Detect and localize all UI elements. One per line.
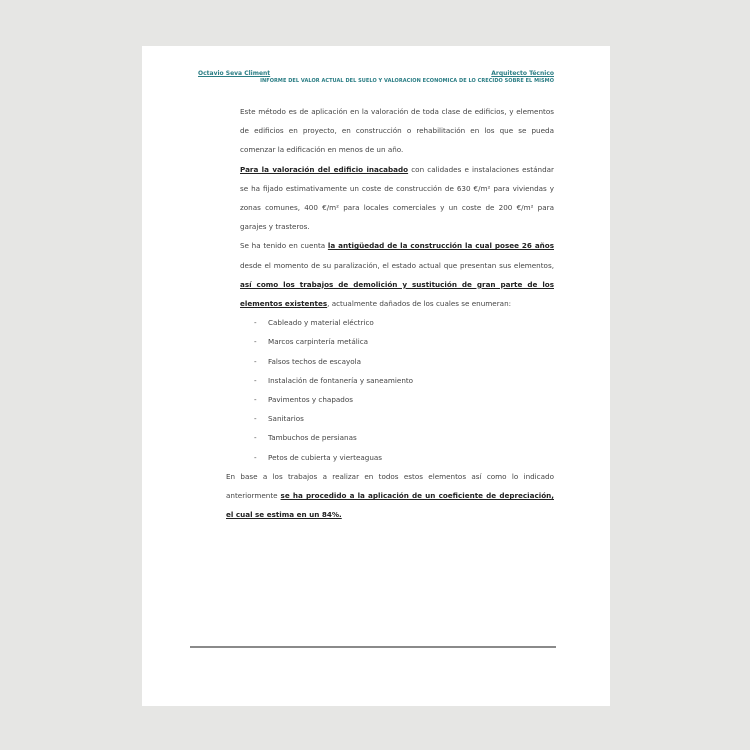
paragraph-age-c: desde el momento de su paralización, el estado actual que presentan sus elementos, — [240, 260, 554, 270]
emphasis-demolition: así como los trabajos de demolición y sustitución de gran parte de los elementos existentes — [240, 279, 554, 309]
emphasis-depreciation: se ha procedido a la aplicación de un coeficiente de depreciación, el cual se estima en un 84%. — [226, 491, 554, 520]
footer-divider — [190, 646, 556, 648]
paragraph-depreciation — [226, 467, 554, 525]
list-item: - Cableado y material eléctrico — [254, 313, 554, 332]
emphasis-age: la antigüedad de la construcción la cual posee 26 años — [327, 241, 555, 251]
paragraph-age — [240, 236, 554, 313]
document-page — [142, 46, 610, 706]
paragraph-depreciation-a: En base a los trabajos a realizar en todos estos elementos así como lo indicado anteriormente — [226, 471, 554, 501]
header-role: Arquitecto Técnico — [491, 70, 554, 77]
list-item: - Petos de cubierta y vierteaguas — [254, 448, 554, 467]
header-subtitle: INFORME DEL VALOR ACTUAL DEL SUELO Y VALORACION ECONOMICA DE LO CRECIDO SOBRE EL MISMO — [260, 78, 554, 84]
list-item: - Sanitarios — [254, 409, 554, 428]
header-author: Octavio Seva Climent — [198, 70, 271, 77]
list-item: - Pavimentos y chapados — [254, 390, 554, 409]
damaged-elements-list — [240, 313, 554, 467]
document-body — [226, 102, 555, 524]
list-item: - Tambuchos de persianas — [254, 428, 554, 447]
paragraph-age-e: , actualmente dañados de los cuales se enumeran: — [327, 299, 512, 309]
list-item: - Marcos carpintería metálica — [254, 332, 554, 351]
paragraph-method: Este método es de aplicación en la valoración de toda clase de edificios, y elementos de edificios en proyecto, en construcción o rehabilitación en los que se pueda comenzar la edificación en menos de un año. — [240, 107, 554, 155]
emphasis-valuation: Para la valoración del edificio inacabado — [240, 164, 409, 174]
paragraph-valuation — [240, 160, 554, 237]
paragraph-valuation-rest: con calidades e instalaciones estándar se ha fijado estimativamente un coste de construcción de 630 €/m² para viviendas y zonas comunes, 400 €/m² para locales comerciales y un coste de 200 €/m² para garajes y trasteros. — [240, 164, 554, 232]
list-item: - Falsos techos de escayola — [254, 352, 554, 371]
list-item: - Instalación de fontanería y saneamiento — [254, 371, 554, 390]
paragraph-age-a: Se ha tenido en cuenta — [240, 241, 328, 251]
